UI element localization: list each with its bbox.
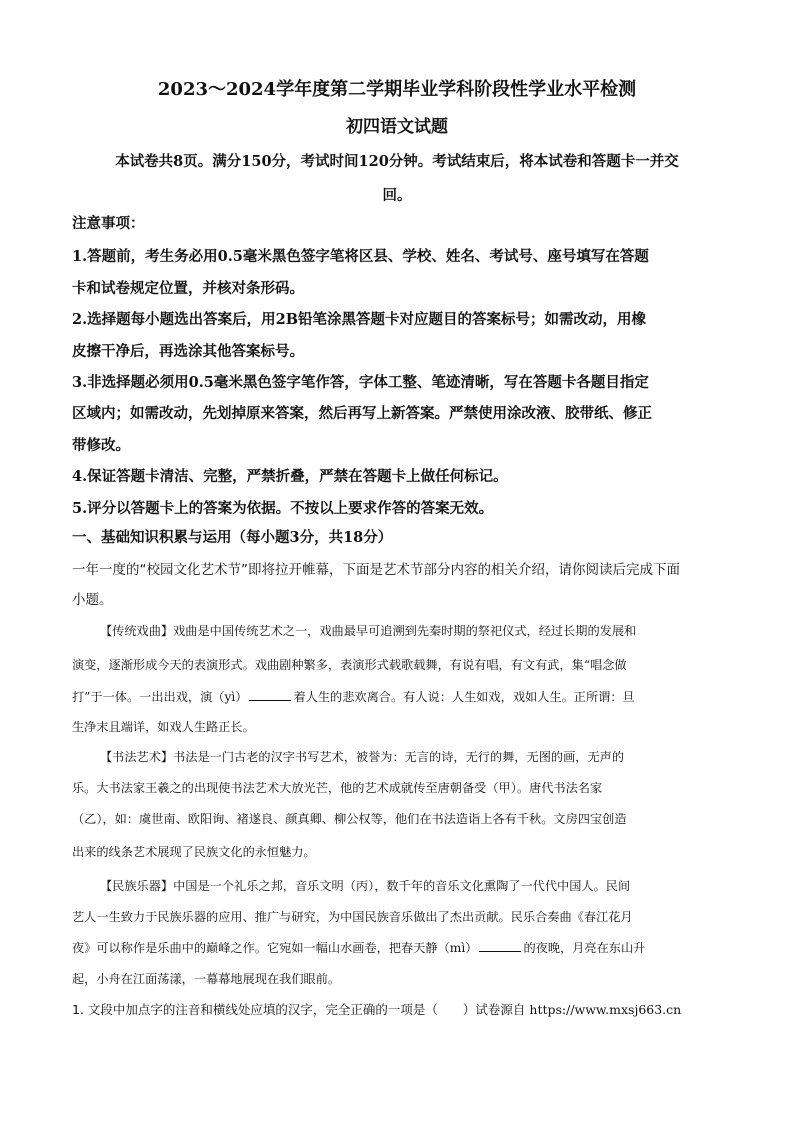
note-1-line-b: 卡和试卷规定位置，并核对条形码。: [72, 280, 304, 297]
p1-line-3-b: 着人生的悲欢离合。有人说：人生如戏，戏如人生。正所谓：旦: [293, 690, 635, 704]
question-1-text: 1. 文段中加点字的注音和横线处应填的汉字，完全正确的一项是（ ）试卷源自: [72, 1002, 526, 1017]
p1-line-1-text: 戏曲是中国传统艺术之一，戏曲最早可追溯到先秦时期的祭祀仪式，经过长期的发展和: [173, 624, 637, 638]
p3-line-2: 艺人一生致力于民族乐器的应用、推广与研究，为中国民族音乐做出了杰出贡献。民乐合奏曲《春江花月: [72, 910, 633, 924]
p3-line-3: [72, 939, 722, 956]
p1-line-2: 演变，逐渐形成今天的表演形式。戏曲剧种繁多，表演形式载歌载舞，有说有唱，有文有武，集“唱念做: [72, 658, 627, 672]
p1-tag: 【传统戏曲】: [100, 624, 174, 638]
note-1-line-a: 1.答题前，考生务必用0.5毫米黑色签字笔将区县、学校、姓名、考试号、座号填写在答题: [72, 248, 649, 265]
p1-line-4: 生净末且端详，如戏人生路正长。: [72, 720, 255, 734]
note-3-line-b: 区域内；如需改动，先划掉原来答案，然后再写上新答案。严禁使用涂改液、胶带纸、修正: [72, 405, 652, 422]
answer-blank: [249, 688, 291, 701]
section-1-intro-b: 小题。: [72, 592, 113, 608]
note-2-line-a: 2.选择题每小题选出答案后，用2B铅笔涂黑答题卡对应题目的答案标号；如需改动，用橡: [72, 311, 646, 328]
source-url[interactable]: https://www.mxsj663.cn: [529, 1002, 682, 1017]
question-1: [72, 1000, 722, 1018]
p2-line-3: （乙），如：虞世南、欧阳询、褚遂良、颜真卿、柳公权等，他们在书法造诣上各有千秋。文房四宝创造: [72, 812, 627, 826]
p3-line-1: [100, 877, 722, 894]
p3-line-4: 起，小舟在江面荡漾，一幕幕地展现在我们眼前。: [72, 972, 341, 986]
p3-line-3-a: 夜》可以称作是乐曲中的巅峰之作。它宛如一幅山水画卷，把春天静（mì）: [72, 941, 478, 955]
note-4: 4.保证答题卡清洁、完整，严禁折叠，严禁在答题卡上做任何标记。: [72, 468, 508, 485]
section-1-intro-a: 一年一度的“校园文化艺术节”即将拉开帷幕，下面是艺术节部分内容的相关介绍，请你阅读后完成下面: [72, 562, 680, 578]
p2-line-4: 出来的线条艺术展现了民族文化的永恒魅力。: [72, 845, 316, 859]
note-2-line-b: 皮擦干净后，再选涂其他答案标号。: [72, 343, 304, 360]
p2-line-1-text: 书法是一门古老的汉字书写艺术，被誉为：无言的诗，无行的舞，无图的画，无声的: [173, 750, 625, 764]
p3-tag: 【民族乐器】: [100, 879, 174, 893]
exam-subtitle: 初四语文试题: [346, 117, 448, 137]
p2-line-1: [100, 748, 722, 765]
section-1-heading: 一、基础知识积累与运用（每小题3分，共18分）: [72, 529, 393, 546]
p3-line-3-b: 的夜晚，月亮在东山升: [523, 941, 646, 955]
p1-line-3: [72, 688, 722, 705]
note-5: 5.评分以答题卡上的答案为依据。不按以上要求作答的答案无效。: [72, 500, 494, 517]
exam-title: 2023～2024学年度第二学期毕业学科阶段性学业水平检测: [157, 79, 637, 100]
p2-line-2: 乐。大书法家王羲之的出现使书法艺术大放光芒，他的艺术成就传至唐朝备受（甲）。唐代书法名家: [72, 781, 603, 795]
note-3-line-a: 3.非选择题必须用0.5毫米黑色签字笔作答，字体工整、笔迹清晰，写在答题卡各题目指定: [72, 374, 649, 391]
notes-heading: 注意事项：: [72, 215, 145, 232]
p1-line-1: [100, 622, 722, 639]
p3-line-1-text: 中国是一个礼乐之邦，音乐文明（丙），数千年的音乐文化熏陶了一代代中国人。民间: [173, 879, 631, 893]
p2-tag: 【书法艺术】: [100, 750, 174, 764]
exam-info-line-2: 回。: [382, 187, 412, 204]
answer-blank: [479, 939, 521, 952]
p1-line-3-a: 打”于一体。一出出戏，演（yì）: [72, 690, 248, 704]
note-3-line-c: 带修改。: [72, 437, 130, 454]
exam-info-line-1: 本试卷共8页。满分150分，考试时间120分钟。考试结束后，将本试卷和答题卡一并交: [115, 153, 679, 170]
